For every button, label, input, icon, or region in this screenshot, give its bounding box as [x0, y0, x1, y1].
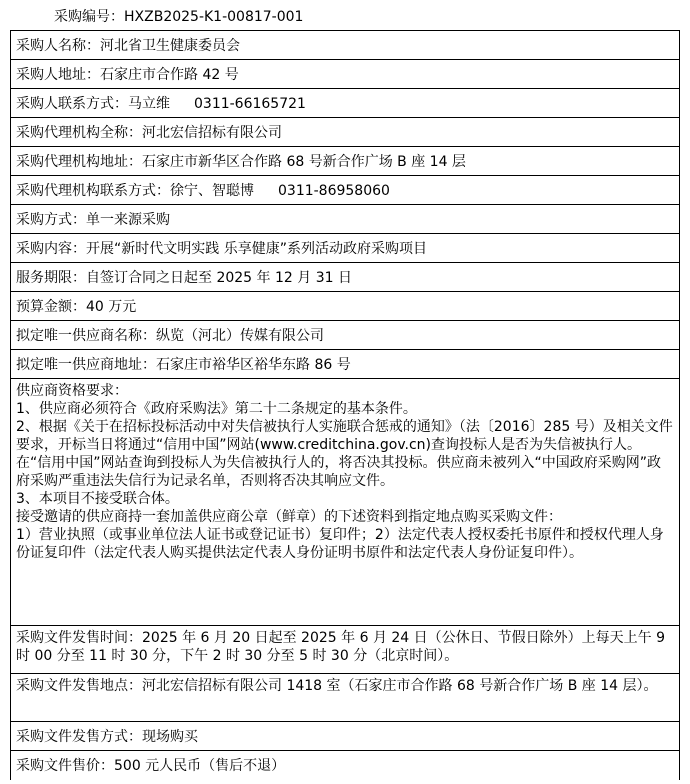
qualification-title: 供应商资格要求：	[16, 383, 128, 399]
sale-time-row: 采购文件发售时间：2025 年 6 月 20 日起至 2025 年 6 月 24 日（公休日、节假日除外）上每天上午 9 时 00 分至 11 时 30 分，下午 2 时 30 分至 5 时 30 分（北京时间）。	[11, 626, 679, 674]
notice-table	[10, 30, 680, 780]
purchaser-contact-label: 采购人联系方式：马立维	[16, 95, 170, 112]
qualification-item-3: 3、本项目不接受联合体。	[16, 491, 179, 507]
method-row: 采购方式：单一来源采购	[11, 205, 679, 234]
purchaser-contact-row	[11, 89, 679, 118]
sale-price-row: 采购文件售价：500 元人民币（售后不退）	[16, 758, 286, 774]
purchaser-address-row: 采购人地址：石家庄市合作路 42 号	[11, 60, 679, 89]
agency-name-row: 采购代理机构全称：河北宏信招标有限公司	[11, 118, 679, 147]
qualification-item-5: 1）营业执照（或事业单位法人证书或登记证书）复印件；2）法定代表人授权委托书原件和授权代理人身份证复印件（法定代表人购买提供法定代表人身份证明书原件和法定代表人身份证复印件）。	[16, 527, 664, 561]
content-row: 采购内容：开展“新时代文明实践 乐享健康”系列活动政府采购项目	[11, 234, 679, 263]
sale-place-row: 采购文件发售地点：河北宏信招标有限公司 1418 室（石家庄市合作路 68 号新合作广场 B 座 14 层）。	[11, 674, 679, 722]
supplier-address-row: 拟定唯一供应商地址：石家庄市裕华区裕华东路 86 号	[11, 350, 679, 379]
agency-address-row: 采购代理机构地址：石家庄市新华区合作路 68 号新合作广场 B 座 14 层	[11, 147, 679, 176]
budget-row: 预算金额：40 万元	[11, 292, 679, 321]
agency-contact-phone: 0311-86958060	[278, 182, 390, 199]
agency-contact-label: 采购代理机构联系方式：徐宁、智聪博	[16, 182, 254, 199]
qualification-item-4: 接受邀请的供应商持一套加盖供应商公章（鲜章）的下述资料到指定地点购买采购文件：	[16, 509, 562, 525]
project-number: 采购编号：HXZB2025-K1-00817-001	[54, 9, 304, 25]
sale-method-row: 采购文件发售方式：现场购买	[11, 722, 679, 751]
purchaser-contact-phone: 0311-66165721	[194, 95, 306, 112]
service-period-row: 服务期限：自签订合同之日起至 2025 年 12 月 31 日	[11, 263, 679, 292]
qualification-item-2: 2、根据《关于在招标投标活动中对失信被执行人实施联合惩戒的通知》（法〔2016〕285 号）及相关文件要求，开标当日将通过“信用中国”网站(www.creditchina.gov.cn)查询投标人是否为失信被执行人。在“信用中国”网站查询到投标人为失信被执行人的，将否决其投标。供应商未被列入“中国政府采购网”政府采购严重违法失信行为记录名单，否则将否决其响应文件。	[16, 419, 673, 489]
supplier-name-row: 拟定唯一供应商名称：纵览（河北）传媒有限公司	[11, 321, 679, 350]
agency-contact-row	[11, 176, 679, 205]
purchaser-name-row: 采购人名称：河北省卫生健康委员会	[11, 31, 679, 60]
qualification-row	[11, 379, 679, 626]
qualification-item-1: 1、供应商必须符合《政府采购法》第二十二条规定的基本条件。	[16, 401, 417, 417]
